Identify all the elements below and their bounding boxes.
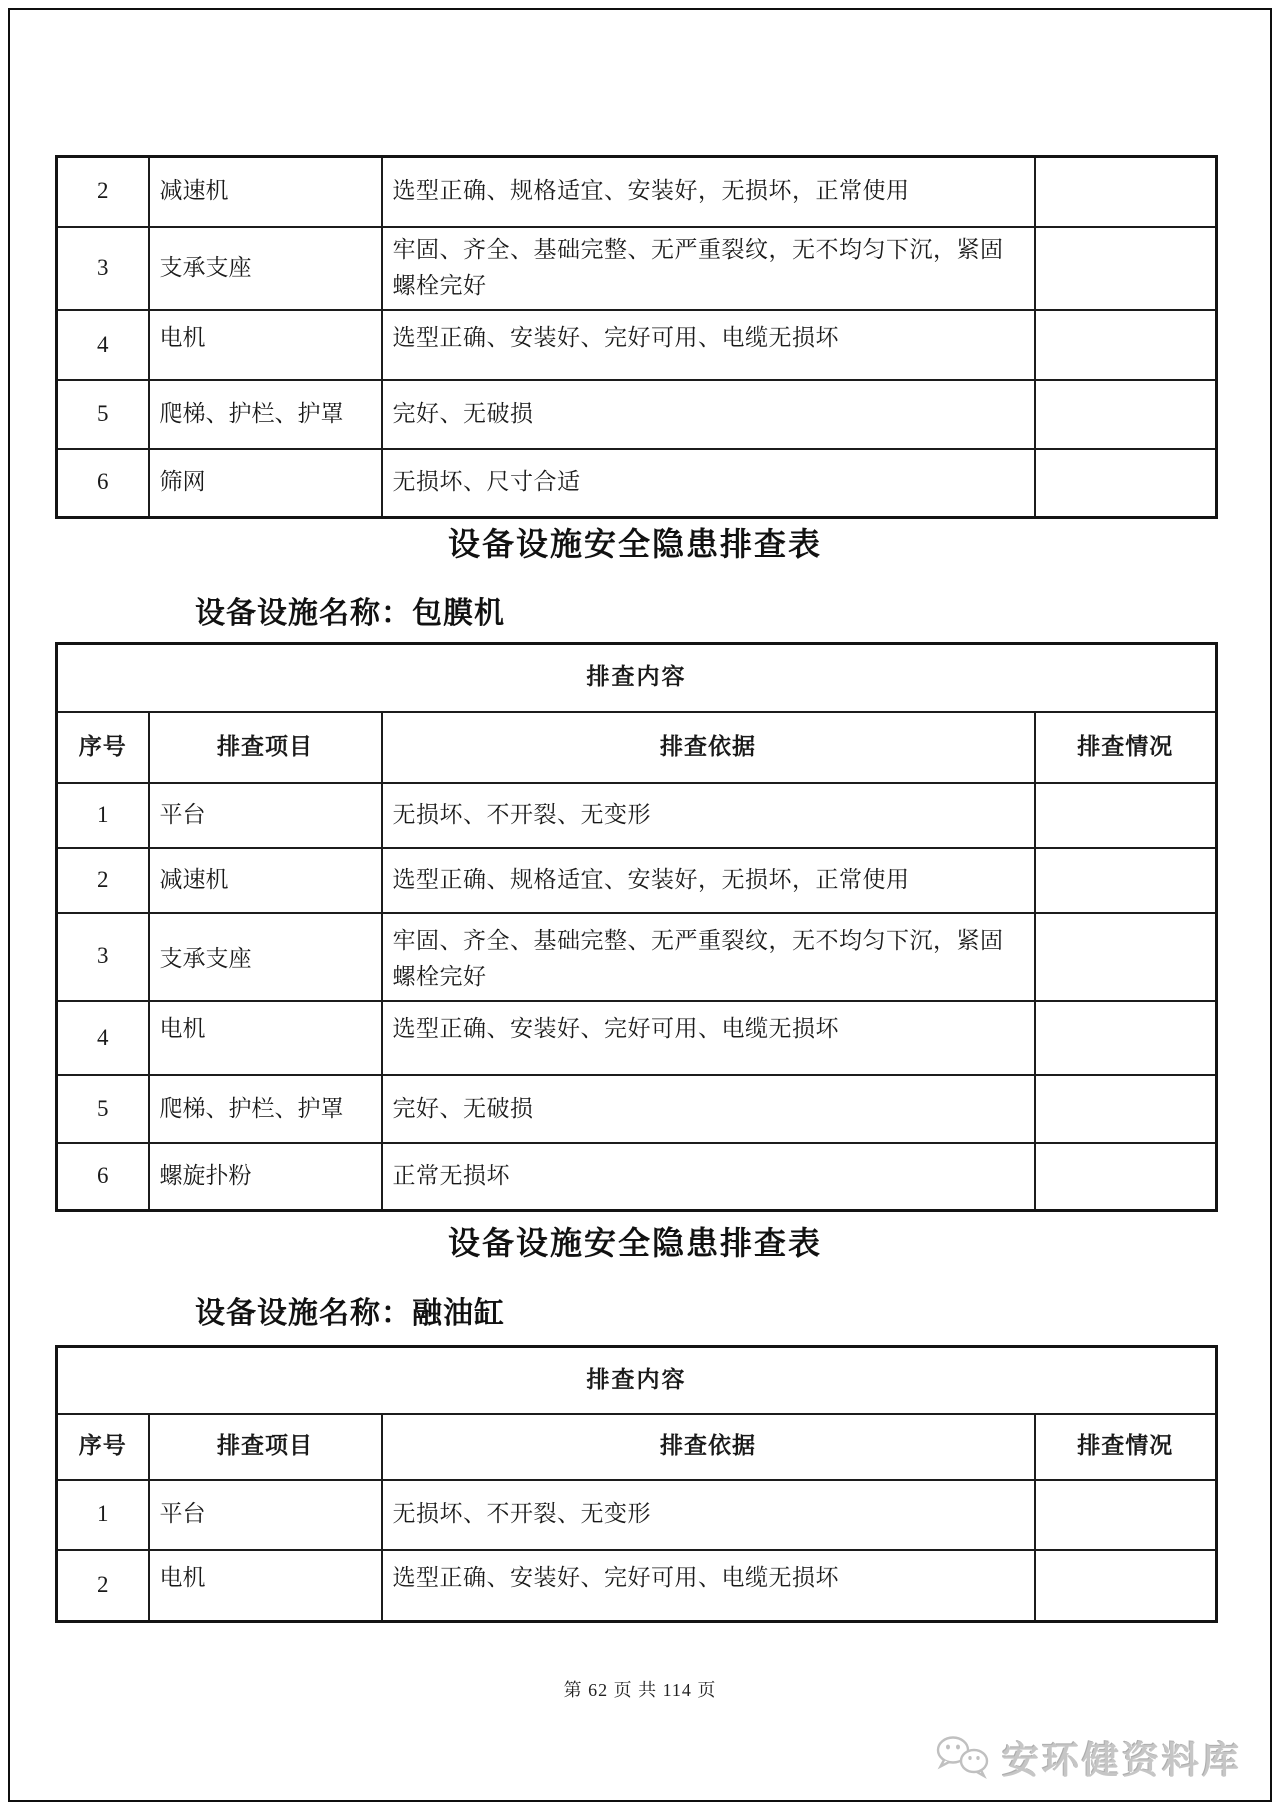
inspect-item: 电机 bbox=[149, 310, 382, 380]
inspection-table-oil-melting-tank bbox=[55, 1345, 1218, 1623]
watermark-text: 安环健资料库 bbox=[1002, 1741, 1242, 1782]
row-number: 6 bbox=[57, 449, 149, 517]
status-cell bbox=[1035, 848, 1217, 913]
table-row bbox=[57, 1001, 1217, 1075]
chat-bubbles-logo-icon bbox=[932, 1733, 994, 1781]
table-row bbox=[57, 310, 1217, 380]
table-row bbox=[57, 1143, 1217, 1210]
row-number: 3 bbox=[57, 913, 149, 1002]
status-cell bbox=[1035, 449, 1217, 517]
table-header-row bbox=[57, 1347, 1217, 1414]
inspect-basis: 完好、无破损 bbox=[382, 380, 1035, 449]
status-cell bbox=[1035, 157, 1217, 227]
row-number: 5 bbox=[57, 1075, 149, 1143]
col-header-basis: 排查依据 bbox=[382, 712, 1035, 783]
inspect-basis: 完好、无破损 bbox=[382, 1075, 1035, 1143]
inspect-item: 平台 bbox=[149, 783, 382, 848]
inspect-basis: 选型正确、安装好、完好可用、电缆无损坏 bbox=[382, 1001, 1035, 1075]
status-cell bbox=[1035, 227, 1217, 311]
status-cell bbox=[1035, 783, 1217, 848]
status-cell bbox=[1035, 1075, 1217, 1143]
content-header-cell: 排查内容 bbox=[57, 1347, 1217, 1414]
table-row bbox=[57, 1480, 1217, 1550]
status-cell bbox=[1035, 1143, 1217, 1210]
inspect-item: 支承支座 bbox=[149, 913, 382, 1002]
table-row bbox=[57, 848, 1217, 913]
row-number: 1 bbox=[57, 1480, 149, 1550]
inspect-basis: 选型正确、安装好、完好可用、电缆无损坏 bbox=[382, 1550, 1035, 1622]
inspect-basis: 无损坏、尺寸合适 bbox=[382, 449, 1035, 517]
inspect-basis: 选型正确、规格适宜、安装好，无损坏，正常使用 bbox=[382, 157, 1035, 227]
table-header-row bbox=[57, 1414, 1217, 1480]
col-header-status: 排查情况 bbox=[1035, 1414, 1217, 1480]
row-number: 1 bbox=[57, 783, 149, 848]
inspect-basis: 选型正确、规格适宜、安装好，无损坏，正常使用 bbox=[382, 848, 1035, 913]
row-number: 5 bbox=[57, 380, 149, 449]
row-number: 2 bbox=[57, 1550, 149, 1622]
inspect-item: 电机 bbox=[149, 1550, 382, 1622]
inspect-item: 爬梯、护栏、护罩 bbox=[149, 1075, 382, 1143]
col-header-no: 序号 bbox=[57, 712, 149, 783]
status-cell bbox=[1035, 380, 1217, 449]
table-row bbox=[57, 1075, 1217, 1143]
inspect-item: 螺旋扑粉 bbox=[149, 1143, 382, 1210]
inspect-basis: 牢固、齐全、基础完整、无严重裂纹，无不均匀下沉，紧固螺栓完好 bbox=[382, 227, 1035, 311]
inspect-basis: 牢固、齐全、基础完整、无严重裂纹，无不均匀下沉，紧固螺栓完好 bbox=[382, 913, 1035, 1002]
status-cell bbox=[1035, 1480, 1217, 1550]
inspect-item: 平台 bbox=[149, 1480, 382, 1550]
row-number: 4 bbox=[57, 310, 149, 380]
row-number: 6 bbox=[57, 1143, 149, 1210]
inspect-basis: 无损坏、不开裂、无变形 bbox=[382, 783, 1035, 848]
inspect-item: 减速机 bbox=[149, 157, 382, 227]
col-header-status: 排查情况 bbox=[1035, 712, 1217, 783]
col-header-no: 序号 bbox=[57, 1414, 149, 1480]
inspect-item: 支承支座 bbox=[149, 227, 382, 311]
col-header-basis: 排查依据 bbox=[382, 1414, 1035, 1480]
inspect-item: 减速机 bbox=[149, 848, 382, 913]
row-number: 4 bbox=[57, 1001, 149, 1075]
content-header-cell: 排查内容 bbox=[57, 644, 1217, 712]
section-title: 设备设施安全隐患排查表 bbox=[447, 526, 822, 562]
inspect-item: 电机 bbox=[149, 1001, 382, 1075]
device-name-label: 设备设施名称：包膜机 bbox=[195, 597, 505, 630]
device-name-label: 设备设施名称：融油缸 bbox=[195, 1297, 505, 1330]
table-row bbox=[57, 449, 1217, 517]
watermark bbox=[932, 1730, 1242, 1784]
inspection-table-continuation bbox=[55, 155, 1218, 519]
page-number-footer: 第 62 页 共 114 页 bbox=[563, 1680, 717, 1700]
table-row bbox=[57, 157, 1217, 227]
status-cell bbox=[1035, 310, 1217, 380]
table-header-row bbox=[57, 712, 1217, 783]
table-row bbox=[57, 227, 1217, 311]
inspect-basis: 无损坏、不开裂、无变形 bbox=[382, 1480, 1035, 1550]
col-header-item: 排查项目 bbox=[149, 1414, 382, 1480]
table-row bbox=[57, 913, 1217, 1002]
table-header-row bbox=[57, 644, 1217, 712]
inspect-item: 爬梯、护栏、护罩 bbox=[149, 380, 382, 449]
inspect-item: 筛网 bbox=[149, 449, 382, 517]
row-number: 2 bbox=[57, 157, 149, 227]
inspect-basis: 正常无损坏 bbox=[382, 1143, 1035, 1210]
inspection-table-coating-machine bbox=[55, 642, 1218, 1212]
table-row bbox=[57, 783, 1217, 848]
status-cell bbox=[1035, 1550, 1217, 1622]
section-title: 设备设施安全隐患排查表 bbox=[447, 1225, 822, 1261]
table-row bbox=[57, 380, 1217, 449]
status-cell bbox=[1035, 1001, 1217, 1075]
inspect-basis: 选型正确、安装好、完好可用、电缆无损坏 bbox=[382, 310, 1035, 380]
status-cell bbox=[1035, 913, 1217, 1002]
row-number: 3 bbox=[57, 227, 149, 311]
row-number: 2 bbox=[57, 848, 149, 913]
table-row bbox=[57, 1550, 1217, 1622]
col-header-item: 排查项目 bbox=[149, 712, 382, 783]
